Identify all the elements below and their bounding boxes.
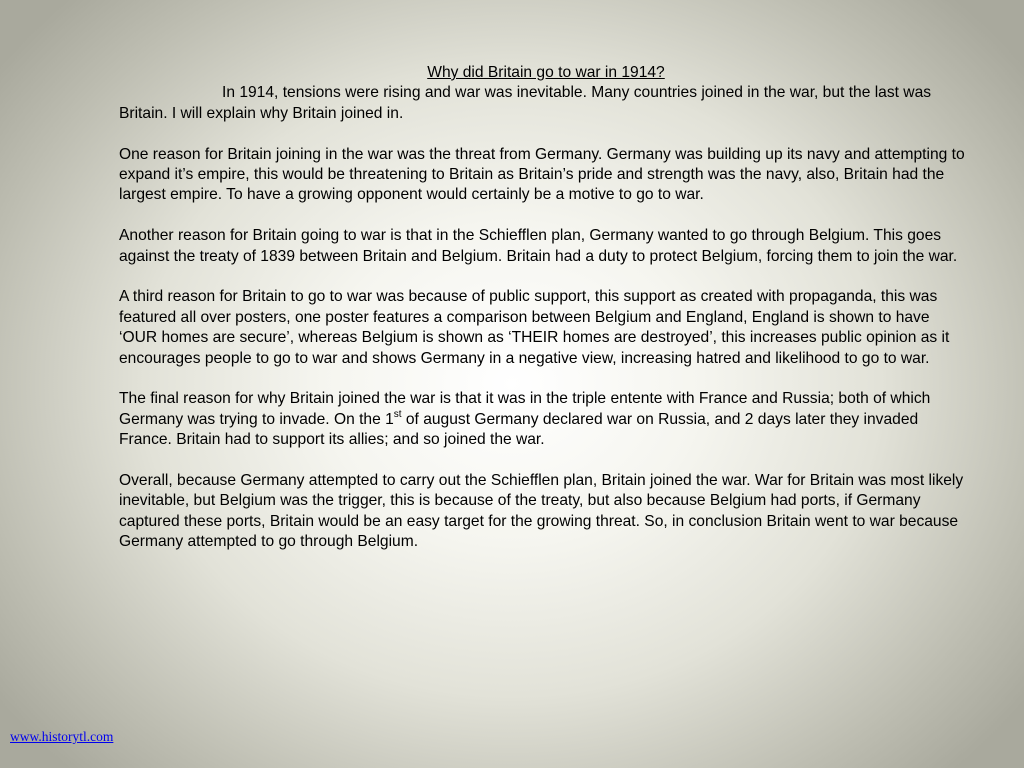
paragraph-navy-threat: One reason for Britain joining in the war was the threat from Germany. Germany was building up its navy and attempting to expand it’s empire, this would be threatening to Britain as Britain’s pride and strength was the navy, also, Britain had the largest empire. To have a growing opponent would certainly be a motive to go to war. [119, 145, 965, 204]
ordinal-suffix: st [393, 408, 402, 420]
document-title: Why did Britain go to war in 1914? [427, 64, 665, 81]
paragraph-triple-entente [119, 389, 971, 450]
footer-website-link[interactable]: www.historytl.com [10, 729, 114, 744]
slide-text-body [119, 63, 971, 573]
paragraph-public-support: A third reason for Britain to go to war was because of public support, this support as created with propaganda, this was featured all over posters, one poster features a comparison between Belgium and England, England is shown to have ‘OUR homes are secure’, whereas Belgium is shown as ‘THEIR homes are destroyed’, this increases public opinion as it encourages people to go to war and shows Germany in a negative view, increasing hatred and likelihood to go to war. [119, 288, 950, 367]
triple-entente-text-start: The final reason for why Britain joined the war is that it was in the triple entente with France and Russia; both of which Germany was trying to invade. On the 1 [119, 390, 931, 428]
paragraph-schiefflen-plan: Another reason for Britain going to war is that in the Schiefflen plan, Germany wanted to go through Belgium. This goes against the treaty of 1839 between Britain and Belgium. Britain had a duty to protect Belgium, forcing them to join the war. [119, 227, 958, 265]
intro-text: In 1914, tensions were rising and war was inevitable. Many countries joined in the war, but the last was Britain. I will explain why Britain joined in. [119, 84, 932, 122]
conclusion-paragraph: Overall, because Germany attempted to carry out the Schiefflen plan, Britain joined the war. War for Britain was most likely inevitable, but Belgium was the trigger, this is because of the treaty, but also because Belgium had ports, if Germany captured these ports, Britain would be an easy target for the growing threat. So, in conclusion Britain went to war because Germany attempted to go through Belgium. [119, 472, 964, 551]
triple-entente-text-end: of august Germany declared war on Russia, and 2 days later they invaded France. Britain had to support its allies; and so joined the war. [119, 410, 919, 449]
intro-paragraph [119, 83, 971, 124]
